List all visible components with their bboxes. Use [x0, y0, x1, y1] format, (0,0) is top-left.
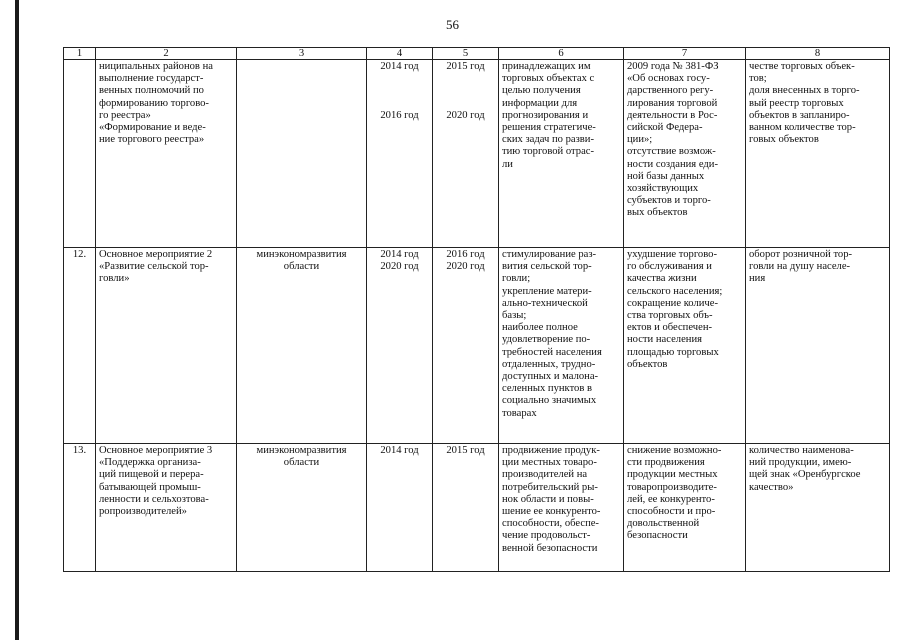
- cell-line: принадлежащих им: [502, 61, 591, 72]
- cell-line: площадью торговых: [627, 346, 719, 358]
- cell-line: ций пищевой и перера-: [99, 469, 204, 481]
- cell-line: [370, 85, 429, 97]
- row-number: 12.: [64, 248, 96, 444]
- expected-result-cell: [499, 60, 624, 248]
- table-row: [64, 248, 890, 444]
- page-binding-edge: [15, 0, 19, 640]
- cell-line: селенных пунктов в: [502, 383, 593, 395]
- cell-line: ванном количестве тор-: [749, 122, 856, 134]
- cell-line: сельского населения;: [627, 285, 723, 297]
- cell-line: качества жизни: [627, 273, 697, 285]
- cell-line: Основное мероприятие 3: [99, 445, 213, 456]
- cell-line: венных полномочий по: [99, 85, 204, 97]
- cell-line: снижение возможно-: [627, 445, 722, 456]
- cell-line: производителей на: [502, 469, 588, 481]
- cell-line: [370, 98, 429, 110]
- cell-line: тию торговой отрас-: [502, 146, 595, 158]
- cell-line: [436, 98, 495, 110]
- cell-line: формированию торгово-: [99, 97, 209, 109]
- consequences-cell: [624, 60, 746, 248]
- cell-line: сти продвижения: [627, 457, 705, 469]
- column-header: 6: [499, 48, 624, 60]
- cell-line: субъектов и торго-: [627, 195, 711, 207]
- cell-line: 2020 год: [446, 261, 485, 273]
- cell-line: продвижение продук-: [502, 445, 600, 456]
- cell-line: целью получения: [502, 85, 581, 97]
- cell-line: [436, 85, 495, 97]
- table-row: [64, 60, 890, 248]
- cell-line: оборот розничной тор-: [749, 249, 853, 260]
- cell-line: ний продукции, имею-: [749, 457, 852, 469]
- column-header: 3: [237, 48, 367, 60]
- column-header: 2: [96, 48, 237, 60]
- cell-line: доля внесенных в торго-: [749, 85, 860, 97]
- cell-line: го реестра»: [99, 109, 151, 121]
- end-year-cell: [433, 248, 499, 444]
- cell-line: потребительский ры-: [502, 481, 598, 493]
- start-year-cell: [367, 444, 433, 572]
- cell-line: объектов в запланиро-: [749, 109, 850, 121]
- column-header: 7: [624, 48, 746, 60]
- cell-line: деятельности в Рос-: [627, 109, 718, 121]
- cell-line: ниципальных районов на: [99, 61, 213, 72]
- cell-line: требностей населения: [502, 346, 602, 358]
- cell-line: вых объектов: [627, 207, 688, 219]
- cell-line: ния: [749, 273, 766, 285]
- event-name-cell: [96, 444, 237, 572]
- start-year-cell: [367, 60, 433, 248]
- cell-line: 2020 год: [380, 261, 419, 273]
- cell-line: ально-технической: [502, 297, 588, 309]
- end-year-cell: [433, 444, 499, 572]
- cell-line: стимулирование раз-: [502, 249, 597, 260]
- cell-line: области: [283, 457, 320, 469]
- cell-line: ности создания еди-: [627, 158, 718, 170]
- cell-line: сокращение количе-: [627, 297, 718, 309]
- indicator-link-cell: [746, 60, 890, 248]
- expected-result-cell: [499, 444, 624, 572]
- cell-line: ропроизводителей»: [99, 506, 187, 518]
- column-header: 5: [433, 48, 499, 60]
- expected-result-cell: [499, 248, 624, 444]
- cell-line: информации для: [502, 97, 578, 109]
- cell-line: говли»: [99, 273, 130, 285]
- cell-line: тов;: [749, 73, 767, 85]
- cell-line: укрепление матери-: [502, 285, 592, 297]
- cell-line: социально значимых: [502, 395, 597, 407]
- cell-line: лей, ее конкуренто-: [627, 493, 715, 505]
- cell-line: дарственного регу-: [627, 85, 714, 97]
- cell-line: честве торговых объек-: [749, 61, 855, 72]
- cell-line: удовлетворение по-: [502, 334, 591, 346]
- start-year-cell: [367, 248, 433, 444]
- cell-line: способности и про-: [627, 506, 716, 518]
- cell-line: чение продовольст-: [502, 530, 591, 542]
- cell-line: качество»: [749, 481, 794, 493]
- cell-line: безопасности: [627, 530, 688, 542]
- cell-line: ленности и сельхозтова-: [99, 493, 209, 505]
- consequences-cell: [624, 248, 746, 444]
- program-events-table: [63, 47, 890, 572]
- cell-line: ектов и обеспечен-: [627, 322, 713, 334]
- column-number-row: [64, 48, 890, 60]
- row-number: [64, 60, 96, 248]
- cell-line: количество наименова-: [749, 445, 854, 456]
- cell-line: ства торговых объ-: [627, 310, 713, 322]
- cell-line: сийской Федера-: [627, 122, 703, 134]
- cell-line: 2014 год: [380, 249, 419, 260]
- cell-line: объектов: [627, 358, 668, 370]
- cell-line: Основное мероприятие 2: [99, 249, 213, 260]
- cell-line: го обслуживания и: [627, 261, 712, 273]
- cell-line: наиболее полное: [502, 322, 578, 334]
- executor-cell: [237, 60, 367, 248]
- cell-line: лирования торговой: [627, 97, 718, 109]
- cell-line: 2016 год: [446, 249, 485, 260]
- cell-line: ной базы данных: [627, 170, 705, 182]
- cell-line: минэкономразвития: [256, 445, 347, 456]
- consequences-cell: [624, 444, 746, 572]
- event-name-cell: [96, 60, 237, 248]
- cell-line: области: [283, 261, 320, 273]
- cell-line: 2015 год: [446, 445, 485, 456]
- cell-line: 2016 год: [380, 109, 419, 121]
- executor-cell: [237, 444, 367, 572]
- cell-line: говых объектов: [749, 134, 819, 146]
- cell-line: ние торгового реестра»: [99, 134, 205, 146]
- cell-line: торговых объектах с: [502, 73, 595, 85]
- cell-line: ции местных товаро-: [502, 457, 597, 469]
- cell-line: товаропроизводите-: [627, 481, 717, 493]
- cell-line: [370, 73, 429, 85]
- column-header: 1: [64, 48, 96, 60]
- event-name-cell: [96, 248, 237, 444]
- indicator-link-cell: [746, 444, 890, 572]
- cell-line: выполнение государст-: [99, 73, 204, 85]
- column-header: 8: [746, 48, 890, 60]
- cell-line: ности населения: [627, 334, 702, 346]
- end-year-cell: [433, 60, 499, 248]
- cell-line: решения стратегиче-: [502, 122, 596, 134]
- cell-line: «Об основах госу-: [627, 73, 710, 85]
- indicator-link-cell: [746, 248, 890, 444]
- cell-line: вый реестр торговых: [749, 97, 844, 109]
- cell-line: продукции местных: [627, 469, 718, 481]
- cell-line: 2020 год: [446, 109, 485, 121]
- cell-line: венной безопасности: [502, 542, 598, 554]
- cell-line: отдаленных, трудно-: [502, 358, 596, 370]
- cell-line: 2015 год: [446, 61, 485, 72]
- cell-line: «Развитие сельской тор-: [99, 261, 209, 273]
- cell-line: щей знак «Оренбургское: [749, 469, 861, 481]
- cell-line: ухудшение торгово-: [627, 249, 717, 260]
- row-number: 13.: [64, 444, 96, 572]
- cell-line: довольственной: [627, 518, 700, 530]
- cell-line: минэкономразвития: [256, 249, 347, 260]
- cell-line: батывающей промыш-: [99, 481, 201, 493]
- cell-line: вития сельской тор-: [502, 261, 592, 273]
- cell-line: 2014 год: [380, 445, 419, 456]
- cell-line: доступных и малона-: [502, 371, 599, 383]
- table-row: [64, 444, 890, 572]
- cell-line: способности, обеспе-: [502, 518, 599, 530]
- cell-line: шение ее конкуренто-: [502, 506, 601, 518]
- cell-line: 2014 год: [380, 61, 419, 72]
- cell-line: 2009 года № 381-ФЗ: [627, 61, 719, 72]
- cell-line: отсутствие возмож-: [627, 146, 716, 158]
- cell-line: прогнозирования и: [502, 109, 589, 121]
- cell-line: говли;: [502, 273, 531, 285]
- cell-line: «Поддержка организа-: [99, 457, 201, 469]
- cell-line: нок области и повы-: [502, 493, 594, 505]
- cell-line: [436, 73, 495, 85]
- executor-cell: [237, 248, 367, 444]
- cell-line: базы;: [502, 310, 527, 322]
- cell-line: ли: [502, 158, 513, 170]
- cell-line: говли на душу населе-: [749, 261, 851, 273]
- cell-line: ских задач по разви-: [502, 134, 594, 146]
- cell-line: товарах: [502, 407, 537, 419]
- cell-line: «Формирование и веде-: [99, 122, 206, 134]
- column-header: 4: [367, 48, 433, 60]
- page-number: 56: [446, 17, 459, 32]
- cell-line: хозяйствующих: [627, 183, 699, 195]
- cell-line: ции»;: [627, 134, 653, 146]
